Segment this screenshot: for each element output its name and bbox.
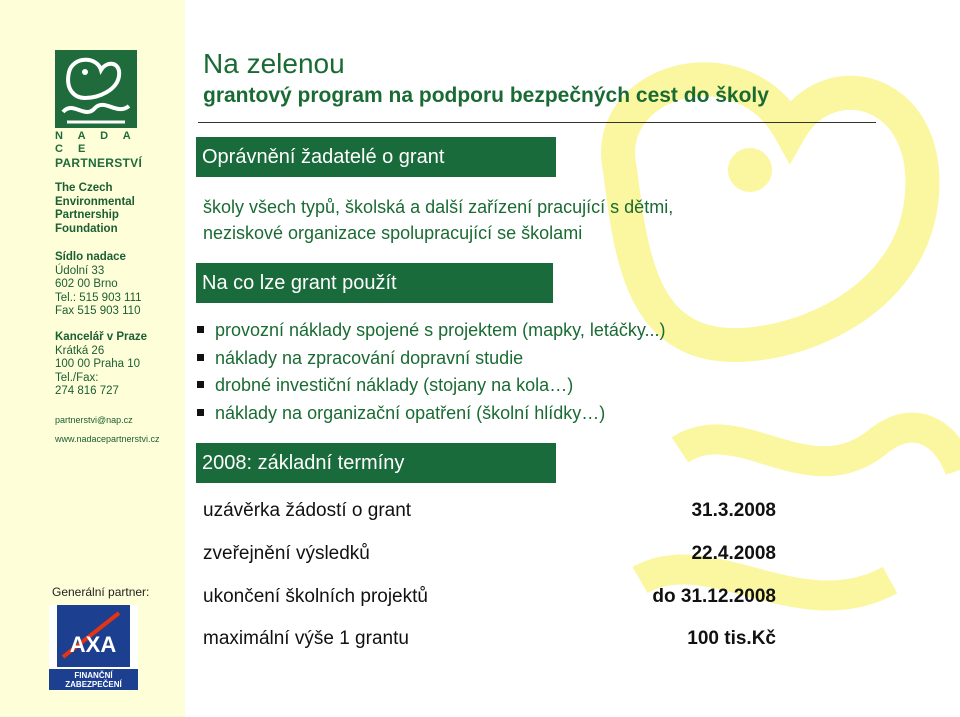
- axa-tagline-1: FINANČNÍ: [74, 671, 113, 680]
- term-label: uzávěrka žádostí o grant: [203, 500, 412, 521]
- prague-line: Tel./Fax:: [55, 371, 99, 384]
- prague-line: Krátká 26: [55, 344, 105, 357]
- nadace-partnerstvi-logo: [55, 50, 143, 170]
- term-value: 31.3.2008: [691, 500, 776, 521]
- seat-line: Údolní 33: [55, 264, 105, 277]
- org-line: Environmental: [55, 195, 135, 208]
- eligible-text: [203, 194, 673, 246]
- email-link[interactable]: partnerstvi@nap.cz: [55, 415, 133, 425]
- prague-office-address: [55, 331, 147, 399]
- eligible-heading: Oprávnění žadatelé o grant: [196, 137, 556, 177]
- usage-item: provozní náklady spojené s projektem (mapky, letáčky...): [197, 317, 666, 345]
- prague-heading: Kancelář v Praze: [55, 331, 148, 343]
- axa-partner-logo: [49, 605, 138, 690]
- axa-logo-icon: [49, 605, 138, 690]
- terms-heading: 2008: základní termíny: [196, 443, 556, 483]
- org-line: The Czech: [55, 182, 113, 194]
- usage-item: náklady na organizační opatření (školní hlídky…): [197, 400, 666, 428]
- logo-line-nadace: N A D A C E: [55, 130, 137, 155]
- usage-list: [197, 317, 666, 427]
- term-label: zveřejnění výsledků: [203, 543, 370, 564]
- term-value: do 31.12.2008: [652, 586, 776, 607]
- seat-line: 602 00 Brno: [55, 278, 118, 290]
- page-subtitle: grantový program na podporu bezpečných cest do školy: [203, 84, 769, 107]
- usage-heading: Na co lze grant použít: [196, 263, 553, 303]
- org-line: Foundation: [55, 222, 118, 235]
- logo-wordmark: [55, 130, 143, 170]
- title-divider: [198, 122, 876, 123]
- usage-item: náklady na zpracování dopravní studie: [197, 345, 666, 373]
- org-line: Partnership: [55, 209, 119, 221]
- seat-line: Tel.: 515 903 111: [55, 291, 142, 304]
- seat-address: [55, 251, 142, 319]
- website-link[interactable]: www.nadacepartnerstvi.cz: [55, 434, 160, 444]
- usage-item: drobné investiční náklady (stojany na kola…): [197, 372, 666, 400]
- axa-tagline-2: ZABEZPEČENÍ: [65, 680, 122, 689]
- prague-line: 274 816 727: [55, 385, 119, 397]
- seat-heading: Sídlo nadace: [55, 251, 126, 263]
- sidebar: [0, 0, 185, 717]
- term-value: 22.4.2008: [691, 543, 776, 564]
- org-name: [55, 182, 135, 236]
- axa-brand-text: AXA: [69, 632, 117, 657]
- logo-emblem: [55, 50, 137, 128]
- logo-line-partnerstvi: PARTNERSTVÍ: [55, 156, 143, 170]
- eligible-line: školy všech typů, školská a další zařízení pracující s dětmi,: [203, 197, 674, 217]
- page-title: Na zelenou: [203, 48, 345, 79]
- general-partner-label: Generální partner:: [52, 585, 150, 599]
- prague-line: 100 00 Praha 10: [55, 358, 141, 370]
- term-label: maximální výše 1 grantu: [203, 628, 409, 649]
- term-label: ukončení školních projektů: [203, 586, 428, 607]
- fish-bird-emblem-icon: [55, 50, 137, 128]
- seat-line: Fax 515 903 110: [55, 305, 141, 317]
- eligible-line: neziskové organizace spolupracující se školami: [203, 223, 583, 243]
- term-value: 100 tis.Kč: [687, 628, 776, 649]
